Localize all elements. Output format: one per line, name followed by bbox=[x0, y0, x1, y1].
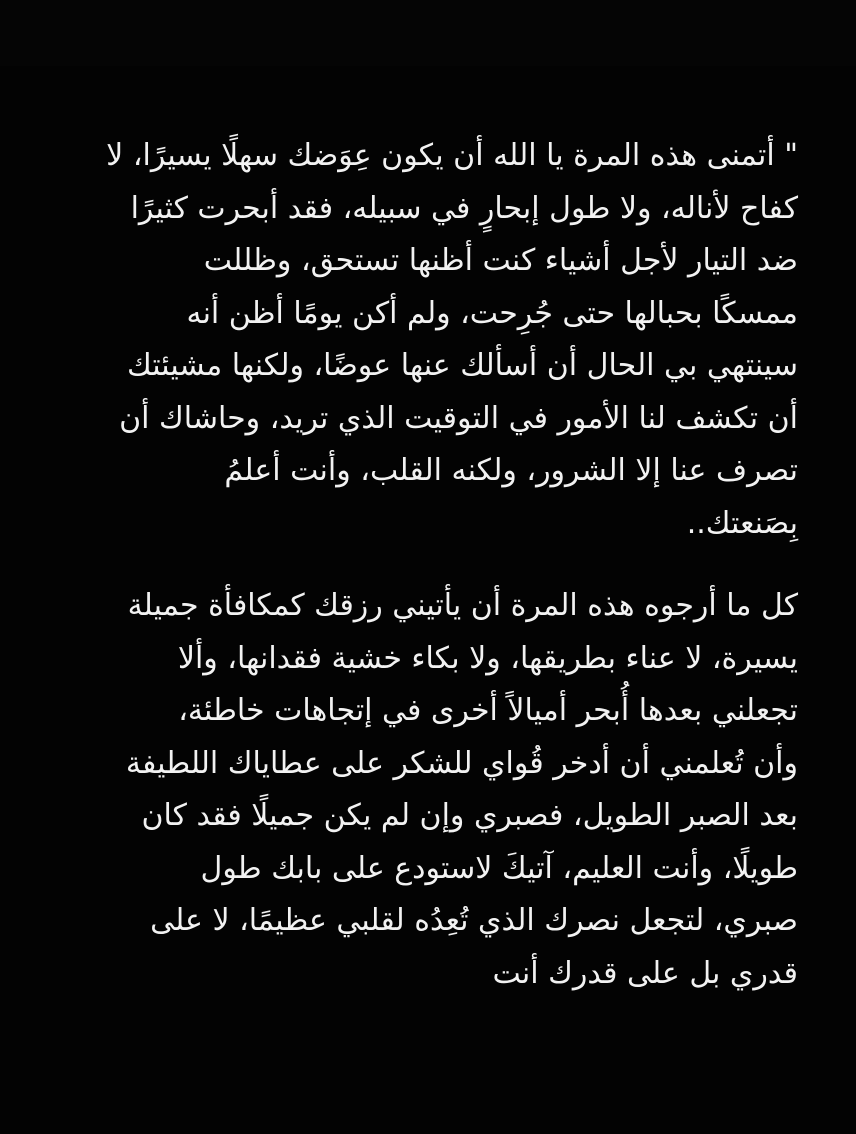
text-line: كل ما أرجوه هذه المرة أن يأتيني رزقك كمكافأة جميلة bbox=[127, 588, 798, 623]
quote-paragraph-2 bbox=[38, 580, 798, 1000]
text-line: قدري بل على قدرك أنت bbox=[492, 955, 798, 991]
text-line: بعد الصبر الطويل، فصبري وإن لم يكن جميلًا فقد كان bbox=[141, 798, 798, 833]
text-line: ضد التيار لأجل أشياء كنت أظنها تستحق، وظللت bbox=[203, 243, 798, 278]
text-line: سينتهي بي الحال أن أسألك عنها عوضًا، ولكنها مشيئتك bbox=[126, 348, 798, 383]
text-line: يسيرة، لا عناء بطريقها، ولا بكاء خشية فقدانها، وألا bbox=[177, 640, 798, 676]
text-line: وأن تُعلمني أن أدخر قُواي للشكر على عطاياك اللطيفة bbox=[125, 745, 798, 781]
quote-paragraph-1 bbox=[38, 130, 798, 550]
text-line: صبري، لتجعل نصرك الذي تُعِدُه لقلبي عظيمًا، لا على bbox=[150, 903, 798, 938]
text-line: ممسكًا بحبالها حتى جُرِحت، ولم أكن يومًا أظن أنه bbox=[186, 295, 798, 331]
text-line: بِصَنعتك.. bbox=[686, 505, 798, 541]
text-line: طويلًا، وأنت العليم، آتيكَ لاستودع على بابك طول bbox=[200, 850, 798, 886]
text-line: " أتمنى هذه المرة يا الله أن يكون عِوَضك سهلًا يسيرًا، لا bbox=[106, 138, 798, 173]
text-line: كفاح لأناله، ولا طول إبحارٍ في سبيله، فقد أبحرت كثيرًا bbox=[130, 190, 798, 226]
top-bar-area bbox=[0, 0, 856, 66]
text-line: تصرف عنا إلا الشرور، ولكنه القلب، وأنت أعلمُ bbox=[224, 453, 798, 488]
text-line: أن تكشف لنا الأمور في التوقيت الذي تريد، وحاشاك أن bbox=[119, 400, 798, 436]
text-line: تجعلني بعدها أُبحر أميالاً أخرى في إتجاهات خاطئة، bbox=[178, 693, 798, 728]
